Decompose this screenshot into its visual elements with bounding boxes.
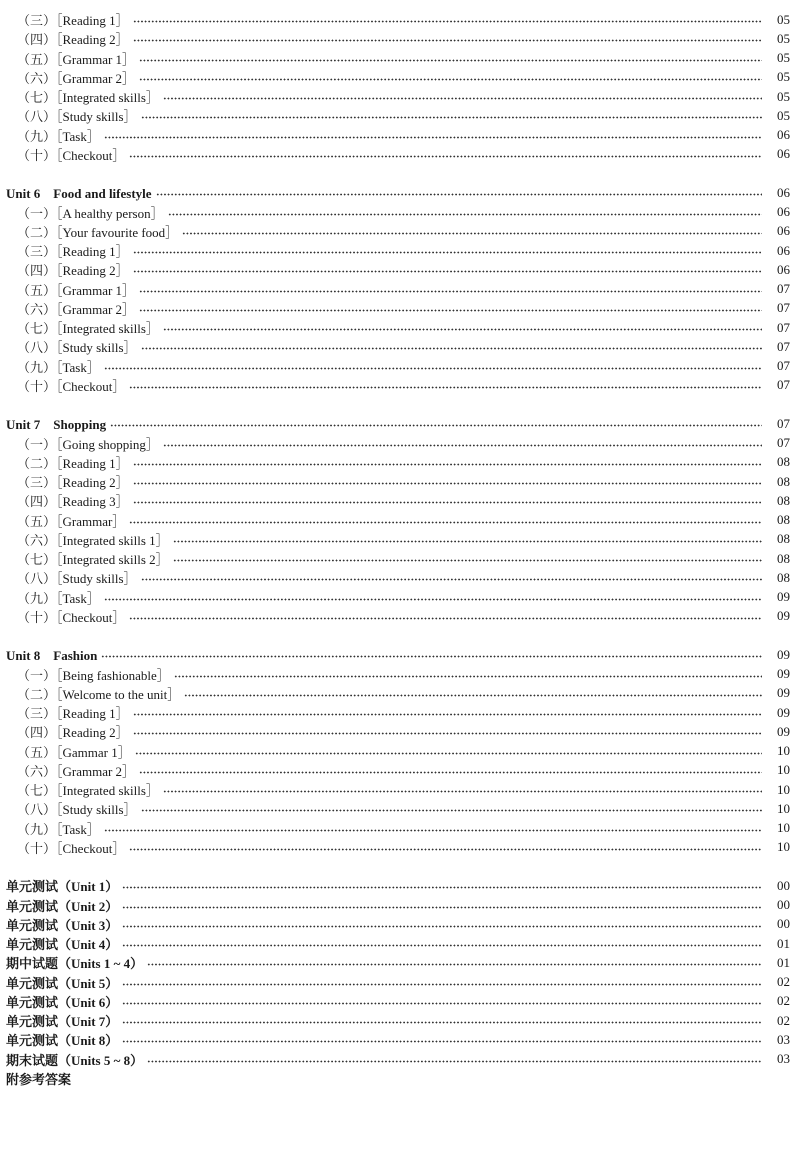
dot-leader [129,521,762,524]
toc-entry-label: （五）［Gammar 1］ [17,744,131,760]
dot-leader [122,1021,762,1024]
toc-page-number: 10 [777,743,790,759]
toc-entry-label: （七）［Integrated skills］ [17,90,159,106]
toc-entry-label: （五）［Grammar 1］ [17,51,136,67]
toc-entry[interactable] [0,145,790,164]
toc-entry-label: （九）［Task］ [17,128,100,144]
dot-leader [122,1040,762,1043]
toc-entry-label: （九）［Task］ [17,359,100,375]
toc-entry[interactable] [0,29,790,48]
toc-entry[interactable] [0,530,790,549]
dot-leader [147,963,762,966]
toc-entry[interactable] [0,87,790,106]
toc-entry-label: （四）［Reading 2］ [17,263,129,279]
dot-leader [122,906,762,909]
toc-entry[interactable] [0,742,790,761]
toc-entry-label: （五）［Grammar 1］ [17,282,136,298]
toc-page-number: 07 [777,377,790,393]
toc-page-number: 06 [777,204,790,220]
toc-entry-label: （九）［Task］ [17,821,100,837]
toc-entry[interactable] [0,568,790,587]
toc-page-number: 05 [777,107,790,123]
toc-entry[interactable] [0,434,790,453]
toc-page-number: 06 [777,146,790,162]
toc-page-number: 00 [777,916,790,932]
dot-leader [104,367,762,370]
toc-page-number: 09 [777,589,790,605]
toc-entry-label: Unit 6 Food and lifestyle [6,186,152,202]
toc-page-number: 07 [777,319,790,335]
toc-entry-label: 单元测试（Unit 5） [6,975,119,991]
toc-entry[interactable] [0,607,790,626]
dot-leader [104,136,762,139]
dot-leader [129,386,762,389]
toc-entry-label: （七）［Integrated skills］ [17,321,159,337]
toc-page-number: 07 [777,281,790,297]
toc-page-number: 10 [777,762,790,778]
toc-entry-label: （六）［Grammar 2］ [17,763,136,779]
toc-entry-label: （六）［Integrated skills 1］ [17,532,169,548]
toc-entry[interactable] [0,703,790,722]
toc-entry-label: （四）［Reading 3］ [17,494,129,510]
toc-entry[interactable] [0,241,790,260]
dot-leader [173,540,762,543]
toc-entry-label: 单元测试（Unit 8） [6,1033,119,1049]
dot-leader [141,578,762,581]
toc-entry-label: 单元测试（Unit 1） [6,879,119,895]
toc-entry-label: （十）［Checkout］ [17,840,126,856]
toc-page-number: 02 [777,974,790,990]
toc-entry[interactable] [0,203,790,222]
dot-leader [129,617,762,620]
toc-entry[interactable] [0,453,790,472]
toc-test-entry[interactable] [0,1050,790,1069]
toc-entry-label: （十）［Checkout］ [17,147,126,163]
toc-entry-label: （一）［Going shopping］ [17,436,159,452]
toc-page-number: 01 [777,954,790,970]
toc-page-number: 09 [777,608,790,624]
toc-entry[interactable] [0,318,790,337]
toc-entry[interactable] [0,511,790,530]
toc-entry-label: （二）［Your favourite food］ [17,224,179,240]
dot-leader [163,97,762,100]
dot-leader [133,463,762,466]
toc-entry-label: （三）［Reading 2］ [17,475,129,491]
toc-entry-label: （四）［Reading 2］ [17,32,129,48]
dot-leader [135,752,762,755]
dot-leader [122,925,762,928]
dot-leader [122,1002,762,1005]
toc-page-number: 08 [777,473,790,489]
toc-entry[interactable] [0,780,790,799]
dot-leader [141,809,762,812]
toc-entry-label: 单元测试（Unit 4） [6,937,119,953]
toc-entry[interactable] [0,588,790,607]
toc-entry[interactable] [0,260,790,279]
toc-entry-label: （四）［Reading 2］ [17,725,129,741]
toc-page-number: 07 [777,300,790,316]
toc-page-number: 06 [777,242,790,258]
toc-entry-label: （十）［Checkout］ [17,378,126,394]
toc-unit-heading[interactable] [0,414,790,433]
toc-page-number: 10 [777,800,790,816]
dot-leader [184,694,762,697]
toc-page-number: 08 [777,531,790,547]
dot-leader [163,790,762,793]
dot-leader [139,59,762,62]
toc-entry[interactable] [0,722,790,741]
dot-leader [163,444,762,447]
toc-page-number: 00 [777,877,790,893]
toc-page-number: 08 [777,492,790,508]
dot-leader [101,655,762,658]
toc-test-entry[interactable] [0,953,790,972]
toc-entry-label: （一）［A healthy person］ [17,205,164,221]
toc-entry[interactable] [0,761,790,780]
toc-appendix[interactable] [0,1069,790,1088]
toc-page-number: 05 [777,11,790,27]
dot-leader [104,598,762,601]
toc-page-number: 07 [777,435,790,451]
toc-page-number: 03 [777,1051,790,1067]
dot-leader [141,116,762,119]
toc-page-number: 09 [777,685,790,701]
toc-page-number: 05 [777,50,790,66]
toc-page-number: 09 [777,704,790,720]
dot-leader [133,732,762,735]
toc-page-number: 06 [777,127,790,143]
toc-entry[interactable] [0,491,790,510]
toc-entry[interactable] [0,357,790,376]
toc-page-number: 07 [777,338,790,354]
toc-test-entry[interactable] [0,896,790,915]
dot-leader [139,771,762,774]
toc-entry[interactable] [0,10,790,29]
toc-page-number: 08 [777,512,790,528]
toc-unit-heading[interactable] [0,183,790,202]
dot-leader [139,309,762,312]
toc-entry-label: （八）［Study skills］ [17,571,137,587]
toc-page-number: 09 [777,646,790,662]
dot-leader [173,559,762,562]
toc-entry-label: （七）［Integrated skills 2］ [17,552,169,568]
dot-leader [129,155,762,158]
toc-test-entry[interactable] [0,934,790,953]
toc-entry-label: （九）［Task］ [17,590,100,606]
toc-page-number: 09 [777,723,790,739]
toc-entry-label: （五）［Grammar］ [17,513,126,529]
toc-page-number: 08 [777,550,790,566]
dot-leader [110,424,762,427]
dot-leader [129,848,762,851]
toc-page-number: 03 [777,1031,790,1047]
toc-entry[interactable] [0,376,790,395]
toc-page-number: 05 [777,69,790,85]
toc-entry-label: 附参考答案 [6,1071,72,1087]
dot-leader [122,886,762,889]
toc-page-number: 08 [777,454,790,470]
dot-leader [141,347,762,350]
toc-entry-label: （八）［Study skills］ [17,109,137,125]
dot-leader [122,944,762,947]
toc-page-number: 05 [777,88,790,104]
toc-entry-label: （六）［Grammar 2］ [17,301,136,317]
toc-entry[interactable] [0,337,790,356]
toc-page-number: 02 [777,993,790,1009]
dot-leader [133,713,762,716]
dot-leader [133,482,762,485]
toc-test-entry[interactable] [0,876,790,895]
toc-test-entry[interactable] [0,1011,790,1030]
dot-leader [133,501,762,504]
toc-entry-label: Unit 7 Shopping [6,417,107,433]
toc-entry[interactable] [0,472,790,491]
dot-leader [163,328,762,331]
dot-leader [133,20,762,23]
toc-test-entry[interactable] [0,1030,790,1049]
dot-leader [133,251,762,254]
toc-page-number: 07 [777,358,790,374]
toc-page-number: 06 [777,184,790,200]
toc-page-number: 06 [777,261,790,277]
dot-leader [133,270,762,273]
toc-entry[interactable] [0,280,790,299]
toc-entry[interactable] [0,126,790,145]
toc-entry[interactable] [0,665,790,684]
toc-entry[interactable] [0,838,790,857]
toc-page-number: 00 [777,897,790,913]
toc-test-entry[interactable] [0,992,790,1011]
toc-page-number: 10 [777,839,790,855]
toc-entry-label: （三）［Reading 1］ [17,706,129,722]
toc-page-number: 01 [777,935,790,951]
toc-entry[interactable] [0,68,790,87]
dot-leader [139,290,762,293]
toc-entry-label: （十）［Checkout］ [17,609,126,625]
toc-page-number: 10 [777,781,790,797]
toc-page-number: 07 [777,415,790,431]
toc-entry-label: （二）［Welcome to the unit］ [17,686,181,702]
dot-leader [182,232,762,235]
toc-unit-heading[interactable] [0,645,790,664]
toc-entry-label: （三）［Reading 1］ [17,13,129,29]
toc-entry[interactable] [0,106,790,125]
toc-page-number: 06 [777,223,790,239]
toc-entry-label: 期末试题（Units 5 ~ 8） [6,1052,144,1068]
toc-entry-label: 单元测试（Unit 7） [6,1014,119,1030]
toc-entry-label: （三）［Reading 1］ [17,244,129,260]
toc-entry[interactable] [0,222,790,241]
toc-entry-label: 期中试题（Units 1 ~ 4） [6,956,144,972]
toc-entry-label: （一）［Being fashionable］ [17,667,170,683]
dot-leader [147,1060,762,1063]
toc-entry-label: （六）［Grammar 2］ [17,70,136,86]
toc-entry-label: 单元测试（Unit 2） [6,898,119,914]
toc-page-number: 08 [777,569,790,585]
toc-entry-label: （八）［Study skills］ [17,340,137,356]
dot-leader [104,829,762,832]
toc-entry-label: 单元测试（Unit 6） [6,994,119,1010]
toc-entry-label: 单元测试（Unit 3） [6,917,119,933]
dot-leader [156,193,762,196]
dot-leader [133,39,762,42]
toc-entry-label: Unit 8 Fashion [6,648,98,664]
toc-page-number: 09 [777,666,790,682]
toc-entry[interactable] [0,49,790,68]
toc-entry[interactable] [0,299,790,318]
toc-test-entry[interactable] [0,915,790,934]
toc-entry-label: （八）［Study skills］ [17,802,137,818]
toc-entry-label: （七）［Integrated skills］ [17,783,159,799]
toc-page-number: 10 [777,820,790,836]
toc-page-number: 05 [777,30,790,46]
toc-page-number: 02 [777,1012,790,1028]
toc-entry[interactable] [0,819,790,838]
toc-entry-label: （二）［Reading 1］ [17,455,129,471]
toc-entry[interactable] [0,549,790,568]
dot-leader [174,675,762,678]
toc-entry[interactable] [0,684,790,703]
dot-leader [168,213,762,216]
toc-entry[interactable] [0,799,790,818]
dot-leader [122,983,762,986]
dot-leader [139,78,762,81]
toc-test-entry[interactable] [0,973,790,992]
